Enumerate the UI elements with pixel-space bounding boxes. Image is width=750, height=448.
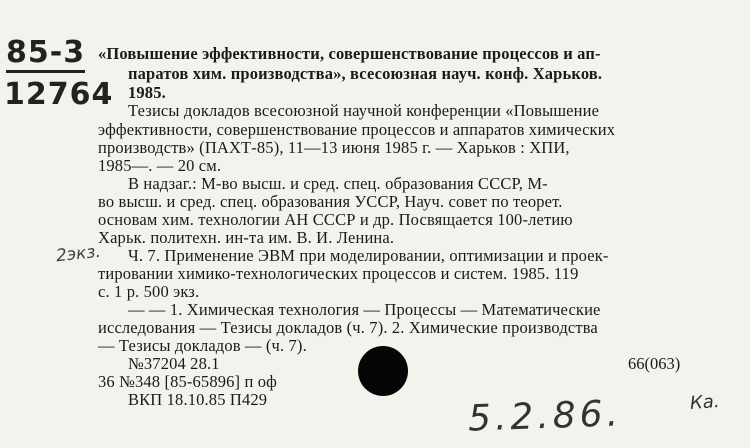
note-line-2: во высш. и сред. спец. образования УССР, Науч. совет по теорет. [98, 192, 563, 211]
order-line: 36 №348 [85-65896] п оф [98, 372, 277, 391]
subjects-line-1: — — 1. Химическая технология — Процессы — Математические [128, 300, 601, 319]
body-line-2: эффективности, совершенствование процессов и аппаратов химических [98, 120, 616, 139]
heading-line-3: 1985. [128, 83, 166, 102]
body-line-4: 1985—. — 20 см. [98, 156, 222, 175]
part-line-2: тировании химико-технологических процессов и систем. 1985. 119 [98, 264, 579, 283]
shelf-mark: 85-3 [6, 38, 85, 73]
body-line-1: Тезисы докладов всесоюзной научной конференции «Повышение [128, 101, 600, 120]
note-line-1: В надзаг.: М-во высш. и сред. спец. образования СССР, М- [128, 174, 548, 193]
part-line-3: с. 1 р. 500 экз. [98, 282, 200, 301]
note-line-3: основам хим. технологии АН СССР и др. Посвящается 100-летию [98, 210, 573, 229]
inventory-number: 12764 [4, 77, 114, 112]
part-line-1: Ч. 7. Применение ЭВМ при моделировании, оптимизации и проек- [128, 246, 609, 265]
catalog-number: №37204 28.1 [128, 354, 220, 373]
receipt-date: 5.2.86. [467, 393, 623, 440]
udc-code: 66(063) [628, 354, 681, 373]
heading-line-1: «Повышение эффективности, совершенствование процессов и ап- [98, 44, 601, 63]
subjects-line-2: исследования — Тезисы докладов (ч. 7). 2. Химические производства [98, 318, 598, 337]
copies-note: 2экз. [55, 241, 102, 267]
body-line-3: производств» (ПАХТ-85), 11—13 июня 1985 г. — Харьков : ХПИ, [98, 138, 570, 157]
note-line-4: Харьк. политехн. ин-та им. В. И. Ленина. [98, 228, 395, 247]
heading-line-2: паратов хим. производства», всесоюзная науч. конф. Харьков. [128, 64, 603, 83]
initials: Ка. [689, 390, 721, 415]
subjects-line-3: — Тезисы докладов — (ч. 7). [98, 336, 307, 355]
vkp-line: ВКП 18.10.85 П429 [128, 390, 268, 409]
punch-hole [358, 346, 408, 396]
